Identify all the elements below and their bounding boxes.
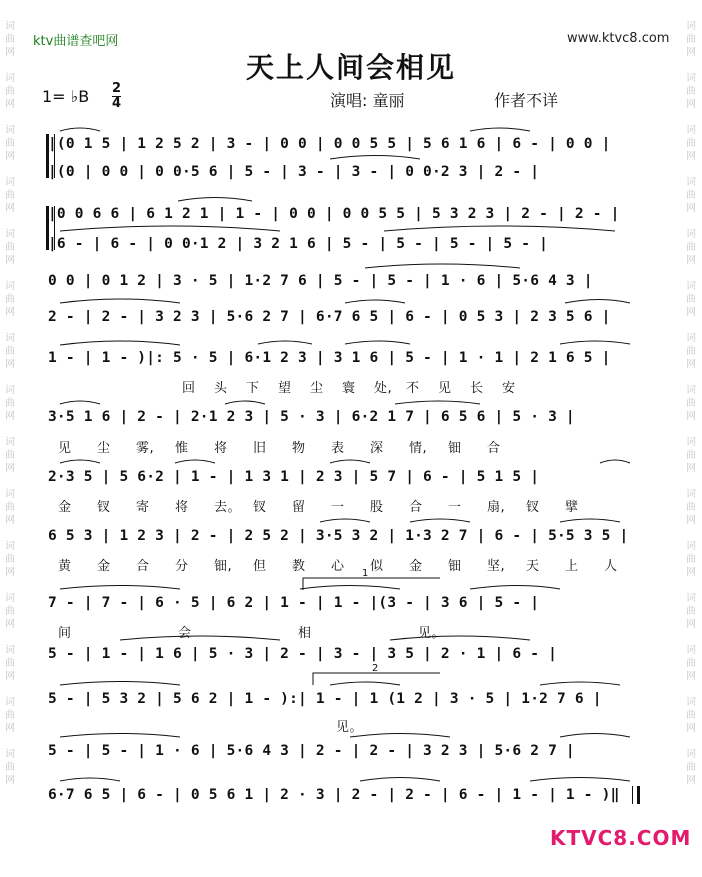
notation-line: 6 5 3 | 1 2 3 | 2 - | 2 5 2 | 3·5 3 2 | 1·3 2 7 | 6 - | 5·5 3 5 | bbox=[48, 528, 629, 544]
lyric-syllable: 去。 bbox=[214, 500, 242, 515]
lyric-syllable: 间 bbox=[58, 626, 72, 641]
lyric-syllable: 人 bbox=[604, 559, 618, 574]
lyric-syllable: 上 bbox=[565, 559, 579, 574]
lyric-syllable: 会 bbox=[178, 626, 192, 641]
notation-line: |6 - | 6 - | 0 0·1 2 | 3 2 1 6 | 5 - | 5 - | 5 - | 5 - | bbox=[48, 236, 549, 252]
notation-line: 6·7 6 5 | 6 - | 0 5 6 1 | 2 · 3 | 2 - | 2 - | 6 - | 1 - | 1 - )‖ bbox=[48, 787, 620, 803]
notation-line: 2 - | 2 - | 3 2 3 | 5·6 2 7 | 6·7 6 5 | 6 - | 0 5 3 | 2 3 5 6 | bbox=[48, 309, 611, 325]
lyric-syllable: 钿, bbox=[214, 559, 233, 574]
lyric-syllable: 黄 bbox=[58, 559, 72, 574]
slur bbox=[395, 401, 480, 404]
slur bbox=[345, 300, 405, 303]
notation-line: |(0 | 0 0 | 0 0·5 6 | 5 - | 3 - | 3 - | 0 0·2 3 | 2 - | bbox=[48, 164, 540, 180]
lyric-syllable: 雾, bbox=[136, 441, 155, 456]
site-name-left[interactable]: ktv曲谱查吧网 bbox=[33, 34, 119, 49]
slur bbox=[345, 341, 410, 344]
slur bbox=[330, 460, 370, 463]
lyric-syllable: 金 bbox=[409, 559, 423, 574]
lyric-syllable: 股 bbox=[370, 500, 384, 515]
lyric-syllable: 留 bbox=[292, 500, 306, 515]
slur bbox=[560, 734, 630, 738]
lyric-syllable: 钗 bbox=[97, 500, 111, 515]
slur bbox=[320, 519, 370, 522]
meter-top: 2 bbox=[112, 81, 122, 96]
slur bbox=[258, 341, 312, 344]
slur bbox=[390, 636, 530, 640]
lyric-syllable: 金 bbox=[97, 559, 111, 574]
lyric-syllable: 合 bbox=[487, 441, 501, 456]
lyric-syllable: 金 bbox=[58, 500, 72, 515]
watermark-left: 词曲网 词曲网 词曲网 词曲网 词曲网 词曲网 词曲网 词曲网 词曲网 词曲网 词曲网 词曲网 词曲网 词曲网 词曲网 bbox=[5, 21, 15, 786]
slur bbox=[365, 264, 520, 268]
lyric-syllable: 教 bbox=[292, 559, 306, 574]
slur bbox=[530, 778, 630, 782]
slur bbox=[470, 128, 530, 131]
lyric-syllable: 合 bbox=[136, 559, 150, 574]
slur bbox=[60, 682, 180, 686]
lyric-syllable: 下 bbox=[246, 381, 260, 396]
slur bbox=[178, 198, 252, 202]
lyric-syllable: 将 bbox=[175, 500, 189, 515]
notation-line: 7 - | 7 - | 6 · 5 | 6 2 | 1 - | 1 - |(3 - | 3 6 | 5 - | bbox=[48, 595, 540, 611]
slur bbox=[470, 586, 560, 590]
lyric-syllable: 心 bbox=[331, 559, 345, 574]
notation-line: 2·3 5 | 5 6·2 | 1 - | 1 3 1 | 2 3 | 5 7 | 6 - | 5 1 5 | bbox=[48, 469, 540, 485]
slur bbox=[540, 682, 620, 685]
meter-bottom: 4 bbox=[112, 96, 122, 111]
slur bbox=[60, 299, 180, 303]
slur bbox=[60, 778, 120, 781]
slur bbox=[60, 341, 180, 345]
lyric-syllable: 表 bbox=[331, 441, 345, 456]
lyric-syllable: 见。 bbox=[336, 720, 364, 735]
site-logo[interactable]: KTVC8.COM bbox=[550, 826, 692, 850]
volta-number-2: 2 bbox=[372, 663, 379, 674]
lyric-syllable: 见 bbox=[58, 441, 72, 456]
slur bbox=[560, 519, 620, 522]
slur bbox=[60, 226, 280, 231]
watermark-right: 词曲网 词曲网 词曲网 词曲网 词曲网 词曲网 词曲网 词曲网 词曲网 词曲网 词曲网 词曲网 词曲网 词曲网 词曲网 bbox=[686, 21, 696, 786]
lyric-syllable: 但 bbox=[253, 559, 267, 574]
lyric-syllable: 尘 bbox=[310, 381, 324, 396]
slur bbox=[350, 734, 450, 738]
lyric-syllable: 长 bbox=[470, 381, 484, 396]
slur bbox=[225, 401, 265, 404]
lyric-syllable: 处, bbox=[374, 381, 393, 396]
lyric-syllable: 一 bbox=[448, 500, 462, 515]
volta-number-1: 1 bbox=[362, 568, 369, 579]
slur bbox=[330, 156, 420, 160]
lyric-syllable: 深 bbox=[370, 441, 384, 456]
slur bbox=[565, 300, 630, 304]
slur bbox=[60, 128, 100, 131]
key-signature: 1= ♭B bbox=[42, 87, 90, 106]
slur bbox=[60, 401, 100, 404]
slur bbox=[60, 460, 100, 463]
singer-credit: 演唱: 童丽 bbox=[330, 91, 405, 110]
notation-line: 0 0 | 0 1 2 | 3 · 5 | 1·2 7 6 | 5 - | 5 - | 1 · 6 | 5·6 4 3 | bbox=[48, 273, 593, 289]
slur bbox=[60, 586, 180, 590]
author-credit: 作者不详 bbox=[494, 91, 559, 110]
slur bbox=[410, 519, 470, 522]
volta-bracket-1 bbox=[303, 578, 440, 590]
lyric-syllable: 一 bbox=[331, 500, 345, 515]
lyric-syllable: 情, bbox=[409, 441, 428, 456]
slur bbox=[330, 682, 400, 685]
lyric-syllable: 相 bbox=[298, 626, 312, 641]
lyric-syllable: 将 bbox=[214, 441, 228, 456]
lyric-syllable: 扇, bbox=[487, 500, 506, 515]
lyric-syllable: 钿 bbox=[448, 441, 462, 456]
notation-line: |0 0 6 6 | 6 1 2 1 | 1 - | 0 0 | 0 0 5 5 | 5 3 2 3 | 2 - | 2 - | bbox=[48, 206, 620, 222]
lyric-syllable: 头 bbox=[214, 381, 228, 396]
lyric-syllable: 回 bbox=[182, 381, 196, 396]
volta-bracket-2 bbox=[313, 673, 440, 685]
slur bbox=[175, 460, 215, 463]
lyric-syllable: 坚, bbox=[487, 559, 506, 574]
lyric-syllable: 天 bbox=[526, 559, 540, 574]
lyric-syllable: 物 bbox=[292, 441, 306, 456]
notation-line: |(0 1 5 | 1 2 5 2 | 3 - | 0 0 | 0 0 5 5 | 5 6 1 6 | 6 - | 0 0 | bbox=[48, 136, 611, 152]
slur bbox=[300, 586, 400, 590]
lyric-syllable: 旧 bbox=[253, 441, 267, 456]
lyric-syllable: 惟 bbox=[175, 441, 189, 456]
lyric-syllable: 见。 bbox=[418, 626, 446, 641]
lyric-syllable: 似 bbox=[370, 559, 384, 574]
slur bbox=[600, 460, 630, 463]
notation-line: 3·5 1 6 | 2 - | 2·1 2 3 | 5 · 3 | 6·2 1 7 | 6 5 6 | 5 · 3 | bbox=[48, 409, 575, 425]
lyric-syllable: 钿 bbox=[448, 559, 462, 574]
lyric-syllable: 望 bbox=[278, 381, 292, 396]
lyric-syllable: 尘 bbox=[97, 441, 111, 456]
lyric-syllable: 见 bbox=[438, 381, 452, 396]
slur bbox=[560, 341, 630, 344]
lyric-syllable: 钗 bbox=[526, 500, 540, 515]
lyric-syllable: 擘 bbox=[565, 500, 579, 515]
lyric-syllable: 寰 bbox=[342, 381, 356, 396]
notation-line: 1 - | 1 - )|: 5 · 5 | 6·1 2 3 | 3 1 6 | 5 - | 1 · 1 | 2 1 6 5 | bbox=[48, 350, 611, 366]
lyric-syllable: 寄 bbox=[136, 500, 150, 515]
slur bbox=[384, 226, 615, 231]
song-title: 天上人间会相见 bbox=[245, 51, 456, 84]
slur bbox=[360, 778, 440, 782]
lyric-syllable: 分 bbox=[175, 559, 189, 574]
notation-line: 5 - | 1 - | 1 6 | 5 · 3 | 2 - | 3 - | 3 5 | 2 · 1 | 6 - | bbox=[48, 646, 557, 662]
notation-line: 5 - | 5 3 2 | 5 6 2 | 1 - ):| 1 - | 1 (1 2 | 3 · 5 | 1·2 7 6 | bbox=[48, 691, 602, 707]
slur bbox=[60, 734, 180, 738]
notation-line: 5 - | 5 - | 1 · 6 | 5·6 4 3 | 2 - | 2 - | 3 2 3 | 5·6 2 7 | bbox=[48, 743, 575, 759]
site-url-right[interactable]: www.ktvc8.com bbox=[567, 31, 670, 46]
lyric-syllable: 合 bbox=[409, 500, 423, 515]
slur bbox=[120, 636, 280, 640]
lyric-syllable: 钗 bbox=[253, 500, 267, 515]
lyric-syllable: 不 bbox=[406, 381, 420, 396]
lyric-syllable: 安 bbox=[502, 381, 516, 396]
